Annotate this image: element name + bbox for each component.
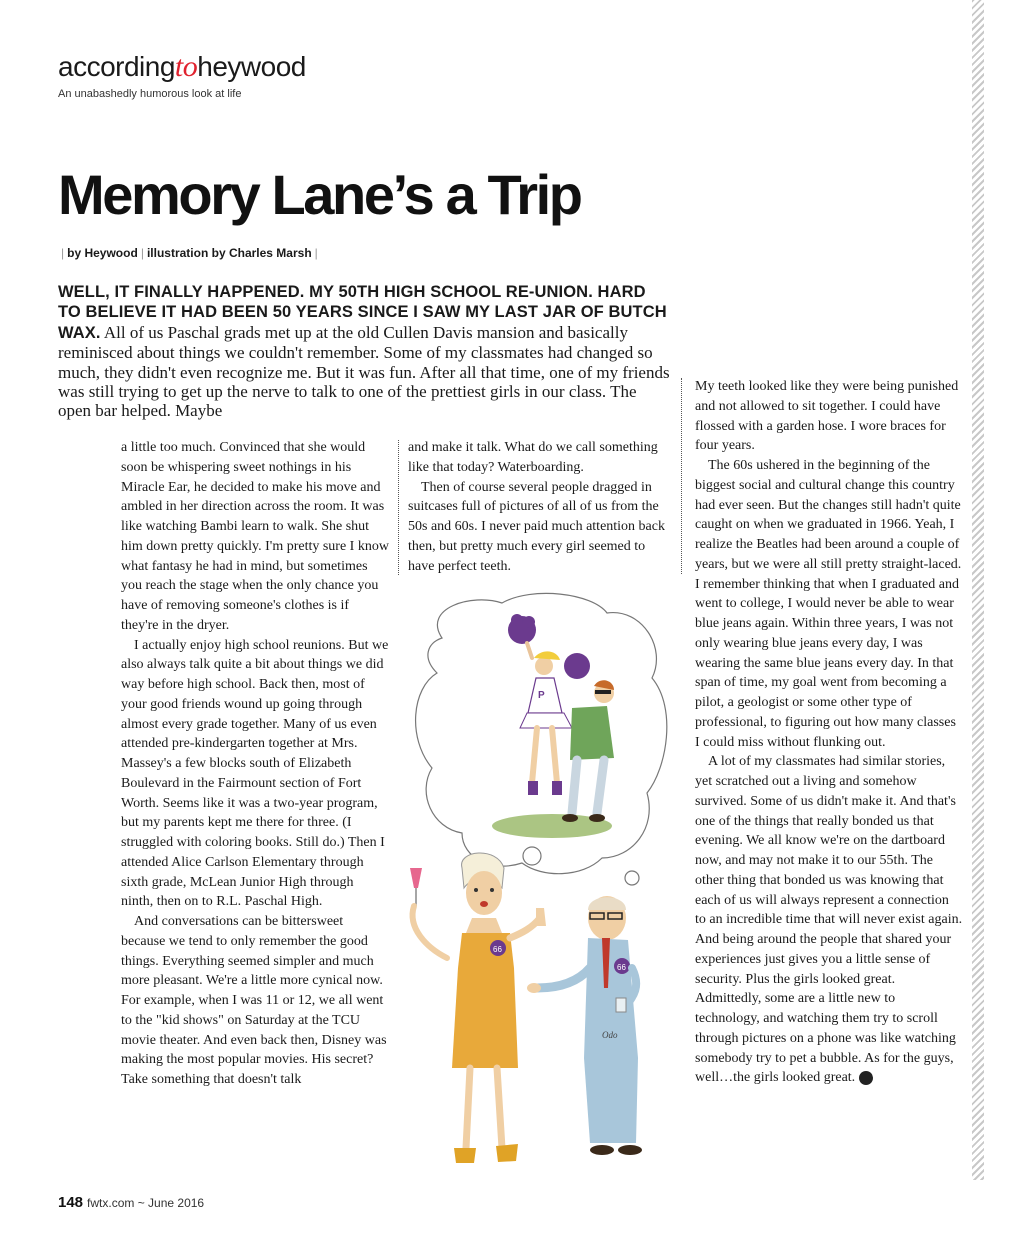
reunion-illustration (392, 588, 682, 1188)
body-column-2 (408, 438, 670, 576)
body-column-3 (695, 377, 963, 1088)
artist-signature: Odo (602, 1030, 618, 1040)
name-tag-man: 66 (617, 963, 626, 972)
column-divider (681, 378, 682, 574)
lede-caps: WELL, IT FINALLY HAPPENED. MY 50TH HIGH SCHOOL RE-UNION. HARD TO BELIEVE IT HAD BEEN 50 YEARS SINCE I SAW MY LAST JAR OF BUTCH WAX. (58, 283, 667, 342)
lede-paragraph (58, 282, 670, 421)
article-headline: Memory Lane’s a Trip (58, 163, 581, 226)
thought-dot (625, 871, 639, 885)
paragraph: I actually enjoy high school reunions. But we also always talk quite a bit about things we did way before high school. Back then, most of your good friends wound up going through almost every grade together. Many of us even attended pre-kindergarten together at Mrs. Massey's a few blocks south of Elizabeth Boulevard in the Fairmount section of Fort Worth. Seems like it was a two-year program, but my parents kept me there for three. (I struggled with coloring books. Still do.) Then I attended Alice Carlson Elementary through sixth grade, McLean Junior High through ninth, then on to R.L. Paschal High. (121, 637, 389, 910)
byline: | by Heywood | illustration by Charles Marsh | (61, 246, 318, 260)
byline-illustrator: illustration by Charles Marsh (146, 246, 312, 260)
svg-text:P: P (538, 690, 545, 701)
man-figure (527, 896, 642, 1155)
site-date: fwtx.com ~ June 2016 (87, 1196, 205, 1210)
end-mark-icon: fw (859, 1071, 873, 1085)
page-edge-pattern (972, 0, 984, 1180)
paragraph: A lot of my classmates had similar stories, yet scratched out a living and somehow survived. Some of us didn't make it. And that's one of the things that really bonded us that evening. We all know we're on the dartboard now, and may not make it to our 55th. The other thing that bonded us was knowing that each of us will always represent a connection to an incredible time that will never exist again. And being around the people that shared your experiences just gives you a little sense of security. Plus the girls looked great. Admittedly, some are a little new to technology, and watching them try to scroll through pictures on a phone was like watching somebody try to pet a bubble. As for the guys, well…the girls looked great. fw (695, 754, 963, 1086)
column-logo: accordingtoheywood (58, 50, 306, 83)
paragraph: and make it talk. What do we call something like that today? Waterboarding. (408, 440, 658, 475)
paragraph: And conversations can be bittersweet because we tend to only remember the good things. Everything seemed simpler and much more pleasant. We're a little more cynical now. For example, when I was 11 or 12, we all went to the "kid shows" on Saturday at the TCU movie theater. And even back then, Disney was making the most popular movies. His secret? Take something that doesn't talk (121, 914, 387, 1087)
byline-author: by Heywood (67, 246, 138, 260)
thought-dot (523, 847, 541, 865)
name-tag-woman: 66 (493, 945, 502, 954)
body-column-1 (121, 438, 389, 1090)
lede-text: All of us Paschal grads met up at the old Cullen Davis mansion and basically reminisced about things we couldn't remember. Some of my classmates had changed so much, they didn't even recognize me. But it was fun. After all that time, one of my friends was still trying to get up the nerve to talk to one of the prettiest girls in our class. The open bar helped. Maybe (58, 322, 670, 421)
paragraph: My teeth looked like they were being punished and not allowed to sit together. I could have flossed with a garden hose. I wore braces for four years. (695, 379, 959, 454)
paragraph: a little too much. Convinced that she would soon be whispering sweet nothings in his Miracle Ear, he decided to make his move and ambled in her direction across the room. It was like watching Bambi learn to walk. She shut him down pretty quickly. I'm pretty sure I know what fantasy he had in mind, but sometimes you reach the stage when the only chance you have of removing someone's clothes is if they're in the dryer. (121, 440, 389, 633)
woman-figure (410, 853, 546, 1163)
page-number: 148 (58, 1194, 84, 1211)
page-footer (58, 1194, 204, 1211)
column-tagline: An unabashedly humorous look at life (58, 88, 242, 100)
column-divider (398, 440, 399, 575)
paragraph: The 60s ushered in the beginning of the biggest social and cultural change this country had ever seen. But the changes still hadn't quite caught on when we graduated in 1966. Yeah, I realize the Beatles had been around a couple of years, but we were all still pretty straight-laced. I remember thinking that when I graduated and went to college, I would never be able to wear blue jeans again. Within three years, I was not only wearing blue jeans every day, I was wearing the same blue jeans every day. In that span of time, my goal went from becoming a pilot, a geologist or some other type of professional, to figuring out how many classes I could miss without flunking out. (695, 458, 962, 750)
paragraph: Then of course several people dragged in suitcases full of pictures of all of us from the 50s and 60s. I never paid much attention back then, but pretty much every girl seemed to have perfect teeth. (408, 479, 665, 574)
